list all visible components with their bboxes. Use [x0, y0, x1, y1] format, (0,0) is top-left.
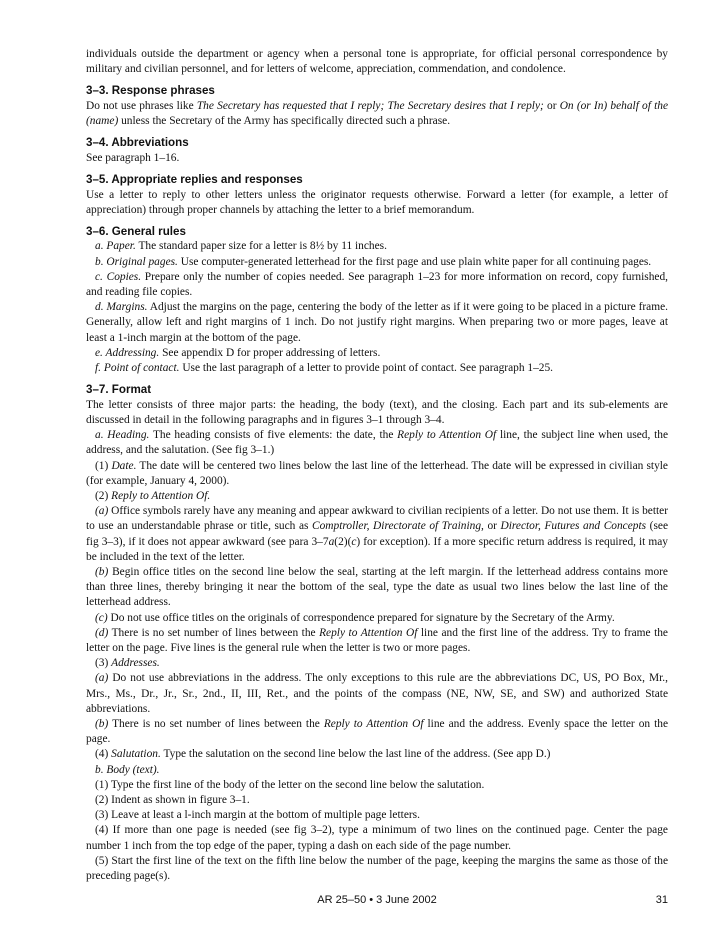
text: Prepare only the number of copies needed. See paragraph 1–23 for more information on record, copy furnished, and reading file copies.: [86, 270, 668, 299]
text: There is no set number of lines between the: [108, 626, 320, 639]
text: See paragraph 1–16.: [86, 151, 180, 164]
text: (3) Leave at least a l-inch margin at the bottom of multiple page letters.: [95, 809, 420, 822]
text: Use computer-generated letterhead for the first page and use plain white paper for all continuing pages.: [177, 255, 652, 268]
paragraph: [86, 255, 668, 270]
section-heading: 3–5. Appropriate replies and responses: [86, 173, 303, 187]
paragraph: [86, 504, 668, 565]
text: See appendix D for proper addressing of letters.: [159, 346, 381, 359]
text: Do not use phrases like: [86, 99, 197, 112]
text: (2): [95, 489, 112, 502]
text: line, the subject line when used, the address, and the salutation. (See fig 3–1.): [86, 429, 669, 457]
italic-text: (c): [95, 611, 108, 624]
text: Use the last paragraph of a letter to provide point of contact. See paragraph 1–25.: [179, 362, 554, 375]
paragraph: [86, 270, 668, 300]
paragraph: [86, 239, 668, 254]
italic-text: a. Heading.: [95, 429, 150, 442]
paragraph: [86, 854, 668, 884]
page-number: 31: [655, 894, 668, 906]
paragraph: [86, 565, 668, 611]
paragraph: [86, 823, 668, 853]
italic-text: Comptroller, Directorate of Training,: [312, 520, 484, 533]
italic-text: b. Body (text).: [95, 763, 160, 776]
paragraph: [86, 671, 668, 717]
paragraph: [86, 656, 668, 671]
paragraph: [86, 489, 668, 504]
italic-text: f. Point of contact.: [95, 362, 180, 375]
italic-text: The Secretary has requested that I reply; The Secretary desires that I reply;: [196, 99, 544, 112]
paragraph: [86, 763, 668, 778]
text: or: [483, 520, 501, 533]
paragraph: [86, 346, 668, 361]
document-body: [86, 47, 668, 884]
italic-text: Addresses.: [111, 657, 160, 670]
italic-text: Reply to Attention Of: [323, 718, 424, 731]
text: (1): [95, 459, 112, 472]
italic-text: On (or In) behalf of the (name): [86, 99, 669, 128]
text: The date will be centered two lines below the last line of the letterhead. The date will be expressed in civilian style (for example, January 4, 2000).: [86, 459, 668, 487]
italic-text: a: [328, 535, 335, 548]
text: ) for exception). If a more specific return address is required, it may be included in the text of the letter.: [86, 535, 668, 563]
text: line and the address. Evenly space the letter on the page.: [86, 718, 669, 746]
section-heading: 3–6. General rules: [86, 224, 186, 238]
paragraph: [86, 99, 668, 129]
paragraph: [86, 300, 668, 346]
text: or: [543, 99, 560, 112]
paragraph: [86, 151, 668, 166]
text: (3): [95, 657, 112, 670]
italic-text: c. Copies.: [95, 270, 142, 283]
italic-text: Reply to Attention Of.: [111, 489, 211, 502]
italic-text: (a): [95, 505, 109, 518]
paragraph: [86, 459, 668, 489]
text: (4) If more than one page is needed (see fig 3–2), type a minimum of two lines on the continued page. Center the page number 1 inch from the top edge of the paper, typing a dash on each side of the page number.: [86, 824, 668, 852]
italic-text: a. Paper.: [95, 240, 136, 253]
text: There is no set number of lines between the: [108, 718, 324, 731]
italic-text: (b): [95, 565, 109, 578]
text: Do not use abbreviations in the address. The only exceptions to this rule are the abbreviations DC, US, PO Box, Mr., Mrs., Ms., Dr., Jr., Sr., 2nd., II, III, Ret., and the points of the compass (NE, NW, SE, and SW) and authorized State abbreviations.: [86, 672, 668, 715]
italic-text: d. Margins.: [95, 301, 148, 314]
paragraph: [86, 398, 668, 428]
text: (see fig 3–3), if it does not appear awkward (see para 3–7: [86, 520, 668, 548]
text: (2)(: [334, 535, 352, 548]
text: (1) Type the first line of the body of the letter on the second line below the salutation.: [95, 778, 485, 791]
italic-text: (a): [95, 672, 109, 685]
text: (5) Start the first line of the text on the fifth line below the number of the page, keeping the margins the same as those of the preceding page(s).: [86, 854, 668, 883]
text: The heading consists of five elements: the date, the: [149, 429, 398, 442]
text: individuals outside the department or agency when a personal tone is appropriate, for official personal correspondence by military and civilian personnel, and for letters of welcome, appreciation, commendation, and condolence.: [86, 48, 668, 76]
paragraph: [86, 717, 668, 747]
paragraph: [86, 778, 668, 793]
text: Type the salutation on the second line below the last line of the address. (See app D.): [160, 748, 551, 761]
italic-text: c: [351, 535, 357, 548]
italic-text: (d): [95, 626, 109, 639]
text: Use a letter to reply to other letters unless the originator requests otherwise. Forward a letter (for example, a letter of appreciation) through proper channels by attaching the letter to a brief memorandum.: [86, 188, 668, 216]
paragraph: [86, 808, 668, 823]
text: The standard paper size for a letter is 8½ by 11 inches.: [135, 240, 387, 253]
text: Begin office titles on the second line below the seal, starting at the left margin. If the letterhead address contains more than three lines, thereby bringing it near the bottom of the seal, type the date as usual two lines below the last line of the letterhead address.: [86, 565, 668, 609]
italic-text: b. Original pages.: [95, 255, 178, 268]
italic-text: Salutation.: [111, 748, 161, 761]
section-heading: 3–3. Response phrases: [86, 84, 215, 98]
paragraph: [86, 361, 668, 376]
text: (2) Indent as shown in figure 3–1.: [95, 794, 250, 807]
text: The letter consists of three major parts: the heading, the body (text), and the closing. Each part and its sub-elements are discussed in detail in the following paragraphs and in figures 3–1 through 3–4.: [86, 398, 668, 426]
paragraph: [86, 626, 668, 656]
paragraph: [86, 428, 668, 458]
paragraph: [86, 188, 668, 218]
paragraph: [86, 747, 668, 762]
paragraph: [86, 611, 668, 626]
italic-text: e. Addressing.: [95, 346, 160, 359]
italic-text: Reply to Attention Of: [319, 626, 418, 639]
text: Do not use office titles on the originals of correspondence prepared for signature by the Secretary of the Army.: [107, 611, 615, 624]
section-heading: 3–7. Format: [86, 383, 152, 397]
text: line and the first line of the address. Try to frame the letter on the page. Five lines is the general rule when the letter is two or more pages.: [86, 626, 668, 654]
italic-text: Director, Futures and Concepts: [500, 520, 647, 533]
italic-text: Date.: [111, 459, 137, 472]
text: unless the Secretary of the Army has specifically directed such a phrase.: [118, 115, 451, 128]
italic-text: Reply to Attention Of: [397, 429, 497, 442]
text: (4): [95, 748, 112, 761]
footer-publication: AR 25–50 • 3 June 2002: [317, 894, 437, 906]
text: Adjust the margins on the page, centering the body of the letter as if it were going to be placed in a picture frame. Generally, allow left and right margins of 1 inch. Do not justify right margins. When preparing two or more pages, leave at least a 1-inch margin at the bottom of the page.: [86, 301, 668, 344]
paragraph: [86, 47, 668, 77]
paragraph: [86, 793, 668, 808]
section-heading: 3–4. Abbreviations: [86, 136, 189, 150]
text: Office symbols rarely have any meaning and appear awkward to civilian recipients of a letter. Do not use them. It is better to use an understandable phrase or title, such as: [86, 505, 668, 533]
italic-text: (b): [95, 718, 109, 731]
